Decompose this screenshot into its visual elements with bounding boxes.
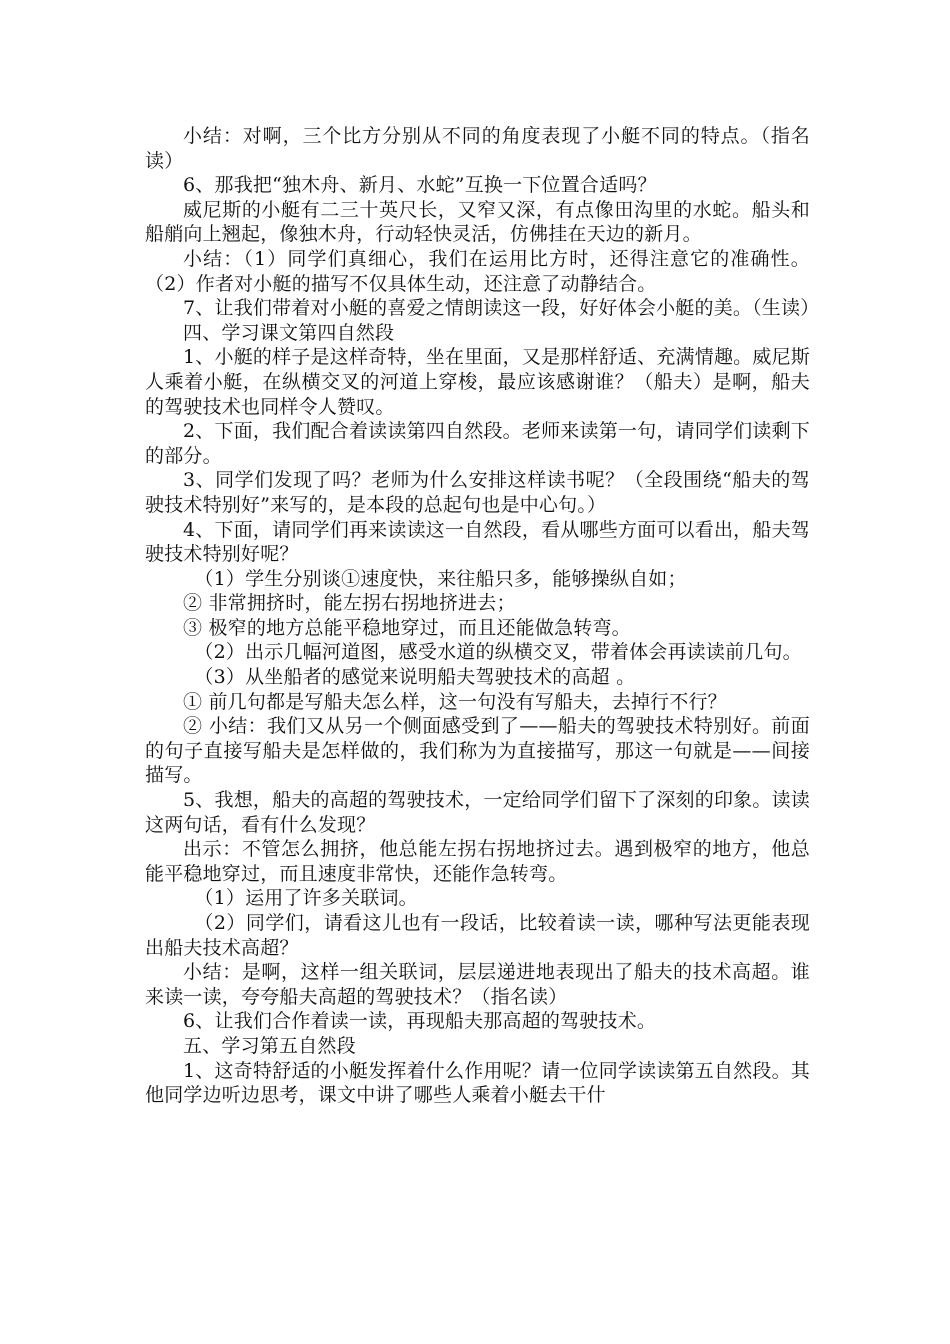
paragraph: 1、小艇的样子是这样奇特，坐在里面，又是那样舒适、充满情趣。威尼斯人乘着小艇，在纵横交叉的河道上穿梭，最应该感谢谁？（船夫）是啊，船夫的驾驶技术也同样令人赞叹。 xyxy=(145,346,810,418)
paragraph: （2）同学们，请看这儿也有一段话，比较着读一读，哪种写法更能表现出船夫技术高超？ xyxy=(145,912,810,959)
paragraph: （2）出示几幅河道图，感受水道的纵横交叉，带着体会再读读前几句。 xyxy=(194,641,802,664)
paragraph: 4、下面，请同学们再来读读这一自然段，看从哪些方面可以看出，船夫驾驶技术特别好呢？ xyxy=(145,518,810,566)
paragraph: 3、同学们发现了吗？老师为什么安排这样读书呢？（全段围绕“船夫的驾驶技术特别好”来写的，是本段的总起句也是中心句。） xyxy=(145,469,810,516)
paragraph: 小结：对啊，三个比方分别从不同的角度表现了小艇不同的特点。（指名读） xyxy=(145,125,810,172)
paragraph: 出示：不管怎么拥挤，他总能左拐右拐地挤过去。遇到极窄的地方，他总能平稳地穿过，而且速度非常快，还能作急转弯。 xyxy=(145,838,810,885)
paragraph: （1）运用了许多关联词。 xyxy=(194,887,418,910)
paragraph: ② 非常拥挤时，能左拐右拐地挤进去； xyxy=(183,592,516,615)
paragraph: 6、那我把“独木舟、新月、水蛇”互换一下位置合适吗？ xyxy=(183,174,657,197)
paragraph: （1）学生分别谈①速度快，来往船只多，能够操纵自如； xyxy=(194,567,687,590)
paragraph: 小结：（1）同学们真细心，我们在运用比方时，还得注意它的准确性。（2）作者对小艇的描写不仅具体生动，还注意了动静结合。 xyxy=(145,247,810,295)
paragraph: 威尼斯的小艇有二三十英尺长，又窄又深，有点像田沟里的水蛇。船头和船艄向上翘起，像独木舟，行动轻快灵活，仿佛挂在天边的新月。 xyxy=(145,198,810,246)
paragraph: 6、让我们合作着读一读，再现船夫那高超的驾驶技术。 xyxy=(183,1010,657,1033)
paragraph: ③ 极窄的地方总能平稳地穿过，而且还能做急转弯。 xyxy=(183,616,631,639)
paragraph: 2、下面，我们配合着读读第四自然段。老师来读第一句，请同学们读剩下的部分。 xyxy=(145,420,810,467)
paragraph: 1、这奇特舒适的小艇发挥着什么作用呢？请一位同学读读第五自然段。其他同学边听边思考，课文中讲了哪些人乘着小艇去干什 xyxy=(145,1059,810,1107)
paragraph: ② 小结：我们又从另一个侧面感受到了——船夫的驾驶技术特别好。前面的句子直接写船夫是怎样做的，我们称为为直接描写，那这一句就是——间接描写。 xyxy=(145,715,810,787)
paragraph: 7、让我们带着对小艇的喜爱之情朗读这一段，好好体会小艇的美。（生读） xyxy=(183,297,820,320)
paragraph: （3）从坐船者的感觉来说明船夫驾驶技术的高超 。 xyxy=(194,666,636,689)
paragraph: 5、我想，船夫的高超的驾驶技术，一定给同学们留下了深刻的印象。读读这两句话，看有什么发现？ xyxy=(145,789,810,836)
paragraph: ① 前几句都是写船夫怎么样，这一句没有写船夫，去掉行不行？ xyxy=(183,690,727,713)
section-heading: 四、学习课文第四自然段 xyxy=(183,321,395,344)
section-heading: 五、学习第五自然段 xyxy=(183,1034,356,1057)
paragraph: 小结：是啊，这样一组关联词，层层递进地表现出了船夫的技术高超。谁来读一读，夸夸船夫高超的驾驶技术？（指名读） xyxy=(145,961,810,1008)
document-page xyxy=(145,124,820,1108)
